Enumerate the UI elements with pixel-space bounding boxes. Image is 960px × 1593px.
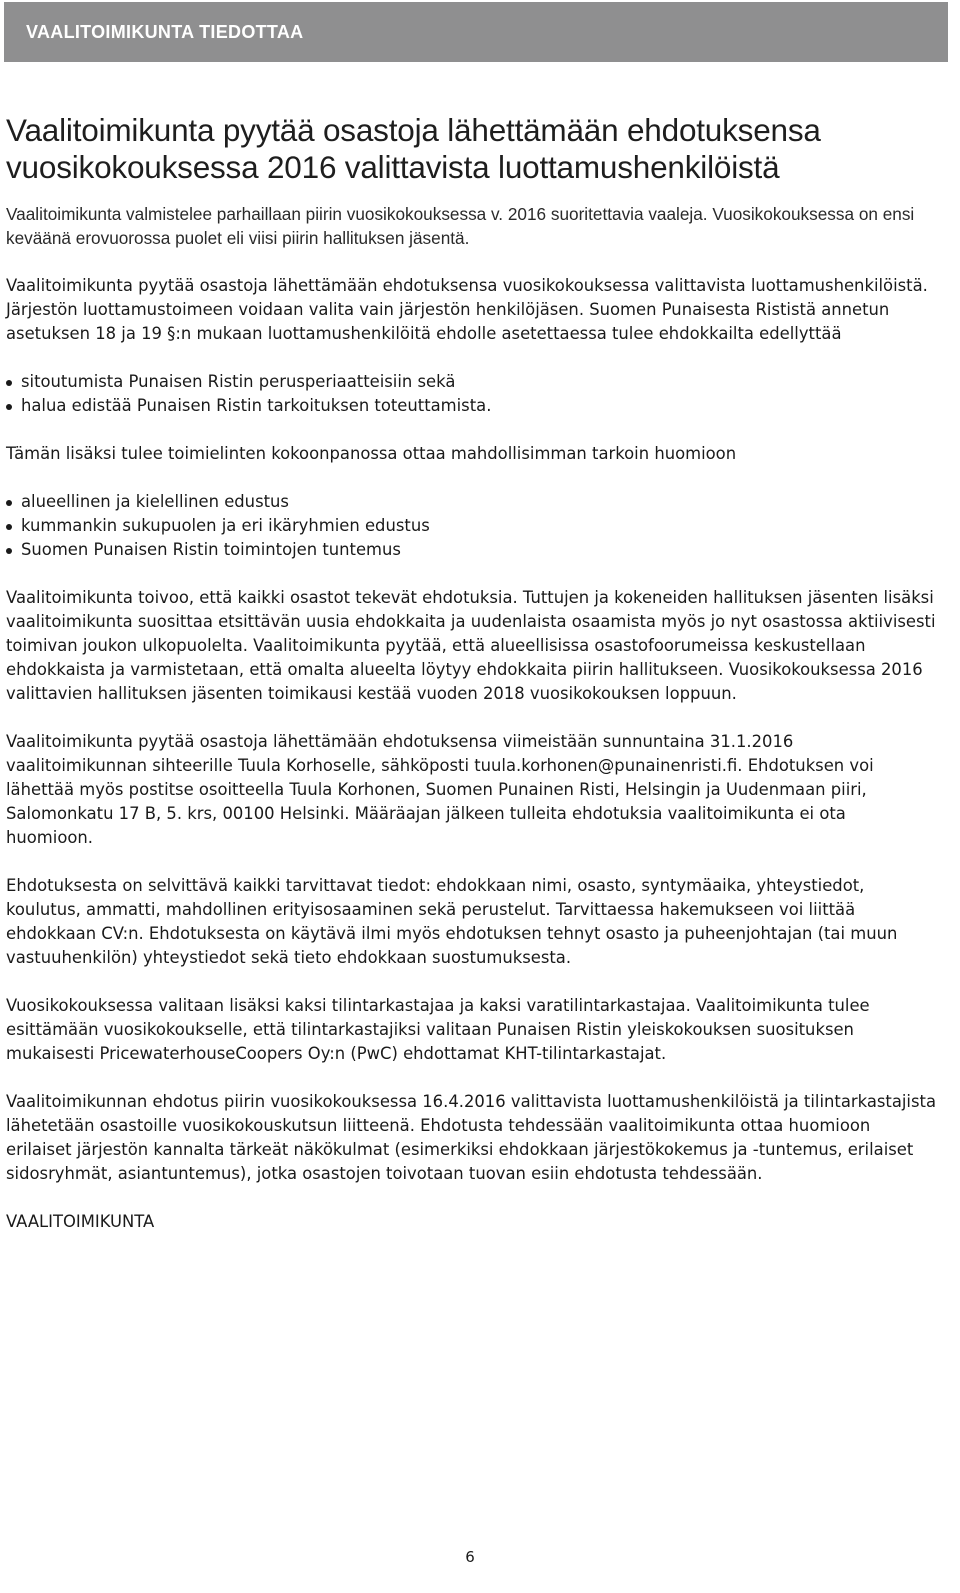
article: [6, 112, 936, 1234]
paragraph-7: Vaalitoimikunnan ehdotus piirin vuosikokouksessa 16.4.2016 valittavista luottamushenkilöistä ja tilintarkastajista lähetetään osastoille vuosikokouskutsun liitteenä. Ehdotusta tehdessään vaalitoimikunta ottaa huomioon erilaiset järjestön kannalta tärkeät näkökulmat (esimerkiksi ehdokkaan järjestökokemus ja -tuntemus, erilaiset sidosryhmät, asiantuntemus), jotka osastojen toivotaan tuovan esiin ehdotusta tehdessään.: [6, 1092, 936, 1183]
bullet-icon: [6, 380, 12, 386]
list-item: alueellinen ja kielellinen edustus: [6, 490, 936, 514]
header-label: VAALITOIMIKUNTA TIEDOTTAA: [26, 22, 304, 42]
page-number: 6: [465, 1548, 475, 1566]
paragraph-6: Vuosikokouksessa valitaan lisäksi kaksi tilintarkastajaa ja kaksi varatilintarkastajaa. Vaalitoimikunta tulee esittämään vuosikokoukselle, että tilintarkastajiksi valitaan Punaisen Ristin yleiskokouksen suosituksen mukaisesti PricewaterhouseCoopers Oy:n (PwC) ehdottamat KHT-tilintarkastajat.: [6, 996, 870, 1063]
paragraph-1: Vaalitoimikunta pyytää osastoja lähettämään ehdotuksensa vuosikokouksessa valittavista luottamushenkilöistä. Järjestön luottamustoimeen voidaan valita vain järjestön henkilöjäsen. Suomen Punaisesta Rististä annetun asetuksen 18 ja 19 §:n mukaan luottamushenkilöitä ehdolle asetettaessa tulee ehdokkailta edellyttää: [6, 276, 928, 343]
header-banner: [4, 2, 948, 62]
article-intro: Vaalitoimikunta valmistelee parhaillaan piirin vuosikokouksessa v. 2016 suoritettavia vaaleja. Vuosikokouksessa on ensi keväänä erovuorossa puolet eli viisi piirin hallituksen jäsentä.: [6, 204, 915, 248]
list-item: sitoutumista Punaisen Ristin perusperiaatteisiin sekä: [6, 370, 936, 394]
bullet-icon: [6, 500, 12, 506]
bullet-icon: [6, 524, 12, 530]
article-title: Vaalitoimikunta pyytää osastoja lähettämään ehdotuksensa vuosikokouksessa 2016 valittavista luottamushenkilöistä: [6, 112, 821, 185]
list-item: Suomen Punaisen Ristin toimintojen tuntemus: [6, 538, 936, 562]
bullet-list-1: [6, 370, 936, 418]
paragraph-5: Ehdotuksesta on selvittävä kaikki tarvittavat tiedot: ehdokkaan nimi, osasto, syntymäaika, yhteystiedot, koulutus, ammatti, mahdollinen erityisosaaminen sekä perustelut. Tarvittaessa hakemukseen voi liittää ehdokkaan CV:n. Ehdotuksesta on käytävä ilmi myös ehdotuksen tehnyt osasto ja puheenjohtajan (tai muun vastuuhenkilön) yhteystiedot sekä tieto ehdokkaan suostumuksesta.: [6, 876, 898, 967]
signature: VAALITOIMIKUNTA: [6, 1212, 155, 1231]
paragraph-4: Vaalitoimikunta pyytää osastoja lähettämään ehdotuksensa viimeistään sunnuntaina 31.1.2016 vaalitoimikunnan sihteerille Tuula Korhoselle, sähköposti tuula.korhonen@punainenristi.fi. Ehdotuksen voi lähettää myös postitse osoitteella Tuula Korhonen, Suomen Punainen Risti, Helsingin ja Uudenmaan piiri, Salomonkatu 17 B, 5. krs, 00100 Helsinki. Määräajan jälkeen tulleita ehdotuksia vaalitoimikunta ei ota huomioon.: [6, 732, 874, 847]
bullet-list-2: [6, 490, 936, 562]
bullet-icon: [6, 548, 12, 554]
paragraph-3: Vaalitoimikunta toivoo, että kaikki osastot tekevät ehdotuksia. Tuttujen ja kokeneiden hallituksen jäsenten lisäksi vaalitoimikunta suosittaa etsittävän uusia ehdokkaita ja uudenlaista osaamista myös jo nyt osastossa aktiivisesti toimivan joukon ulkopuolelta. Vaalitoimikunta pyytää, että alueellisissa osastofoorumeissa keskustellaan ehdokkaista ja varmistetaan, että omalta alueelta löytyy ehdokkaita piirin hallitukseen. Vuosikokouksessa 2016 valittavien hallituksen jäsenten toimikausi kestää vuoden 2018 vuosikokouksen loppuun.: [6, 588, 936, 703]
list-item: kummankin sukupuolen ja eri ikäryhmien edustus: [6, 514, 936, 538]
paragraph-2: Tämän lisäksi tulee toimielinten kokoonpanossa ottaa mahdollisimman tarkoin huomioon: [6, 444, 737, 463]
list-item: halua edistää Punaisen Ristin tarkoituksen toteuttamista.: [6, 394, 936, 418]
bullet-icon: [6, 404, 12, 410]
